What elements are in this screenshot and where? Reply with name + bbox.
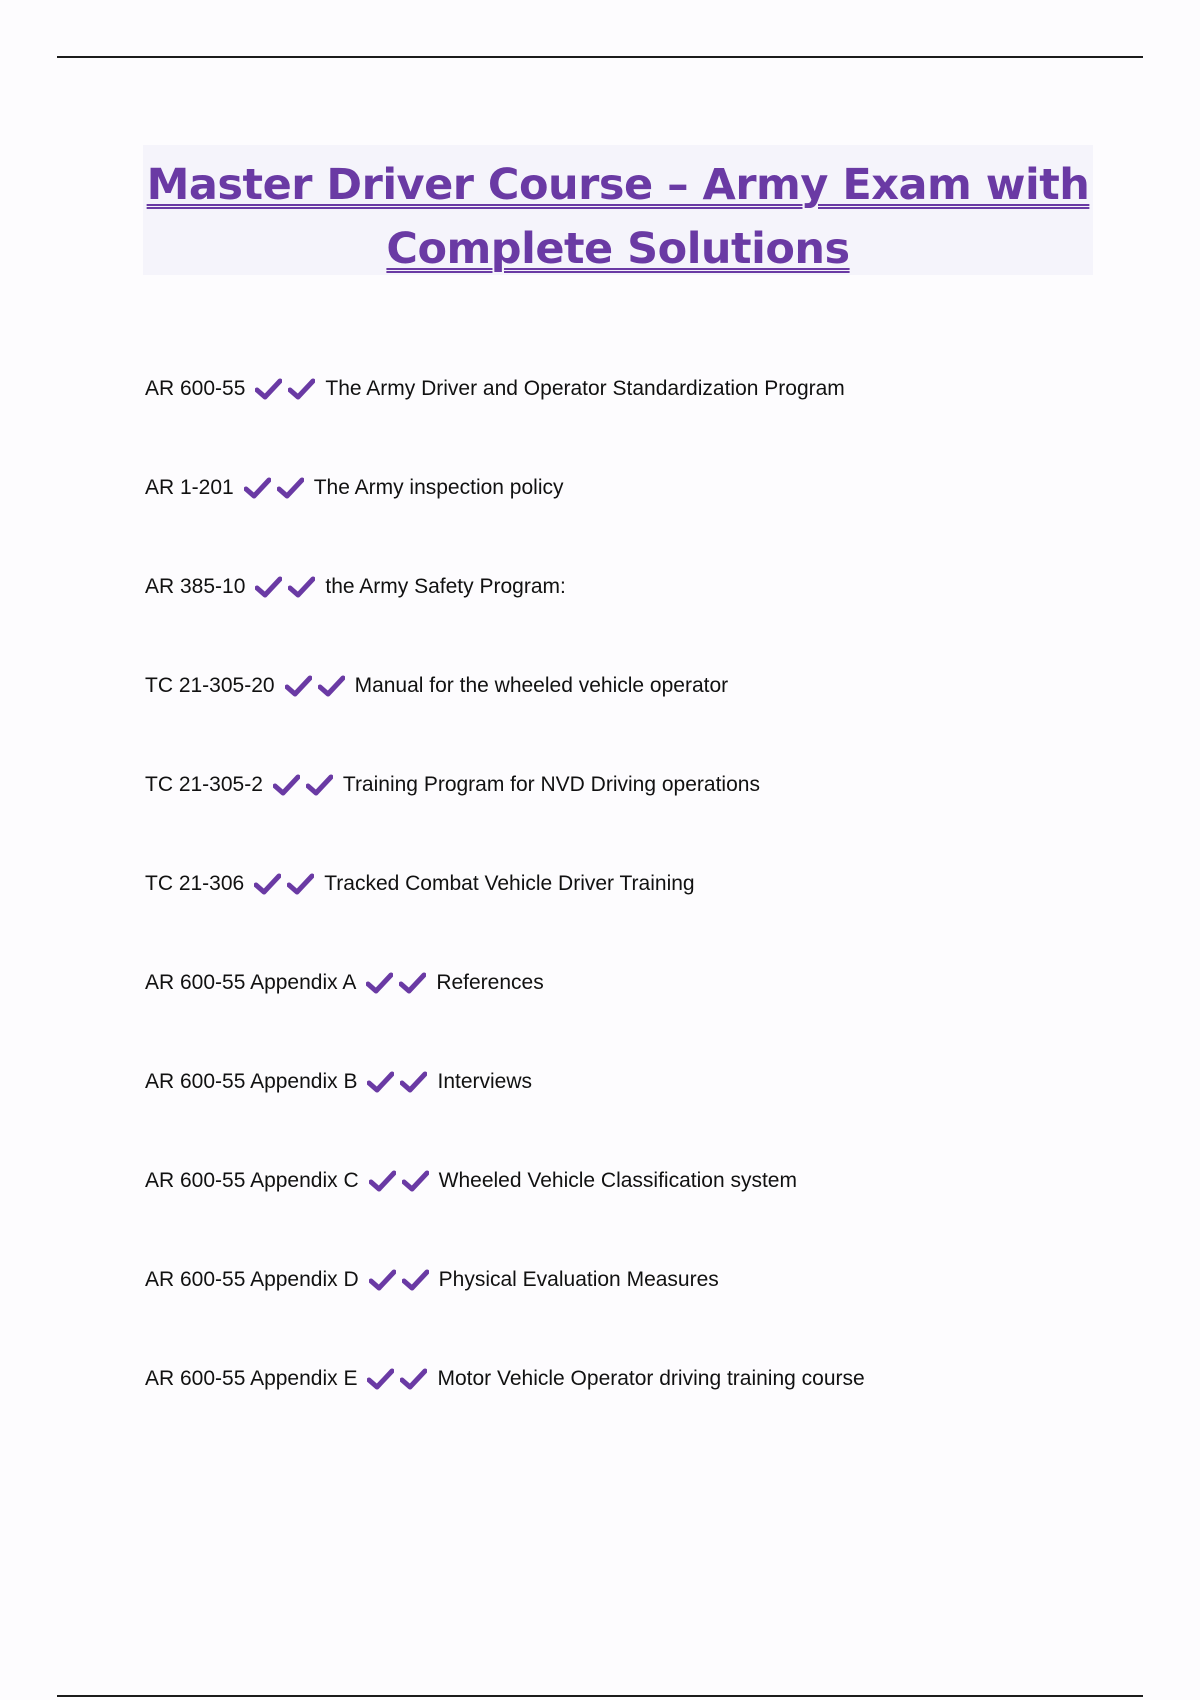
entry-term: AR 600-55 Appendix C bbox=[145, 1169, 359, 1192]
check-marks bbox=[369, 1158, 435, 1204]
check-icon bbox=[288, 576, 315, 598]
check-icon bbox=[277, 477, 304, 499]
entry-definition: Motor Vehicle Operator driving training course bbox=[437, 1367, 865, 1390]
check-marks bbox=[255, 564, 321, 610]
entry-definition: Tracked Combat Vehicle Driver Training bbox=[324, 872, 695, 895]
entry-definition: References bbox=[436, 971, 544, 994]
entry-definition: Training Program for NVD Driving operations bbox=[342, 773, 760, 796]
check-icon bbox=[367, 1071, 394, 1093]
check-marks bbox=[285, 663, 351, 709]
entry-term: AR 600-55 Appendix E bbox=[145, 1367, 358, 1390]
entry-term: TC 21-306 bbox=[145, 872, 245, 895]
check-icon bbox=[255, 378, 282, 400]
entry-term: AR 600-55 Appendix A bbox=[145, 971, 357, 994]
check-icon bbox=[369, 1170, 396, 1192]
check-icon bbox=[285, 675, 312, 697]
entry-term: AR 600-55 bbox=[145, 377, 246, 400]
check-icon bbox=[402, 1170, 429, 1192]
document-title: Master Driver Course – Army Exam with Complete Solutions bbox=[146, 160, 1090, 274]
entry-definition: Wheeled Vehicle Classification system bbox=[438, 1169, 797, 1192]
list-item bbox=[145, 366, 1145, 465]
check-icon bbox=[400, 1071, 427, 1093]
entry-term: AR 1-201 bbox=[145, 476, 234, 499]
entry-term: AR 385-10 bbox=[145, 575, 246, 598]
list-item bbox=[145, 564, 1145, 663]
check-marks bbox=[369, 1257, 435, 1303]
entry-term: TC 21-305-20 bbox=[145, 674, 275, 697]
list-item bbox=[145, 1158, 1145, 1257]
check-marks bbox=[273, 762, 339, 808]
check-marks bbox=[366, 960, 432, 1006]
check-icon bbox=[244, 477, 271, 499]
list-item bbox=[145, 1356, 1145, 1455]
entry-definition: The Army inspection policy bbox=[313, 476, 564, 499]
check-icon bbox=[367, 1368, 394, 1390]
check-marks bbox=[254, 861, 320, 907]
list-item bbox=[145, 861, 1145, 960]
entry-definition: The Army Driver and Operator Standardization Program bbox=[325, 377, 845, 400]
check-marks bbox=[255, 366, 321, 412]
check-icon bbox=[318, 675, 345, 697]
entry-definition: the Army Safety Program: bbox=[325, 575, 566, 598]
list-item bbox=[145, 960, 1145, 1059]
list-item bbox=[145, 1257, 1145, 1356]
check-marks bbox=[367, 1356, 433, 1402]
top-rule bbox=[57, 56, 1143, 58]
entry-term: AR 600-55 Appendix D bbox=[145, 1268, 359, 1291]
check-marks bbox=[244, 465, 310, 511]
check-marks bbox=[367, 1059, 433, 1105]
check-icon bbox=[399, 972, 426, 994]
entry-definition: Manual for the wheeled vehicle operator bbox=[354, 674, 729, 697]
check-icon bbox=[288, 378, 315, 400]
list-item bbox=[145, 465, 1145, 564]
check-icon bbox=[255, 576, 282, 598]
check-icon bbox=[254, 873, 281, 895]
bottom-rule bbox=[57, 1695, 1143, 1697]
entry-term: AR 600-55 Appendix B bbox=[145, 1070, 358, 1093]
list-item bbox=[145, 1059, 1145, 1158]
list-item bbox=[145, 663, 1145, 762]
check-icon bbox=[402, 1269, 429, 1291]
check-icon bbox=[366, 972, 393, 994]
entry-definition: Physical Evaluation Measures bbox=[438, 1268, 719, 1291]
entry-definition: Interviews bbox=[437, 1070, 533, 1093]
check-icon bbox=[273, 774, 300, 796]
check-icon bbox=[400, 1368, 427, 1390]
flashcard-list bbox=[145, 366, 1145, 1455]
check-icon bbox=[306, 774, 333, 796]
title-banner bbox=[143, 145, 1093, 275]
check-icon bbox=[287, 873, 314, 895]
entry-term: TC 21-305-2 bbox=[145, 773, 263, 796]
check-icon bbox=[369, 1269, 396, 1291]
list-item bbox=[145, 762, 1145, 861]
